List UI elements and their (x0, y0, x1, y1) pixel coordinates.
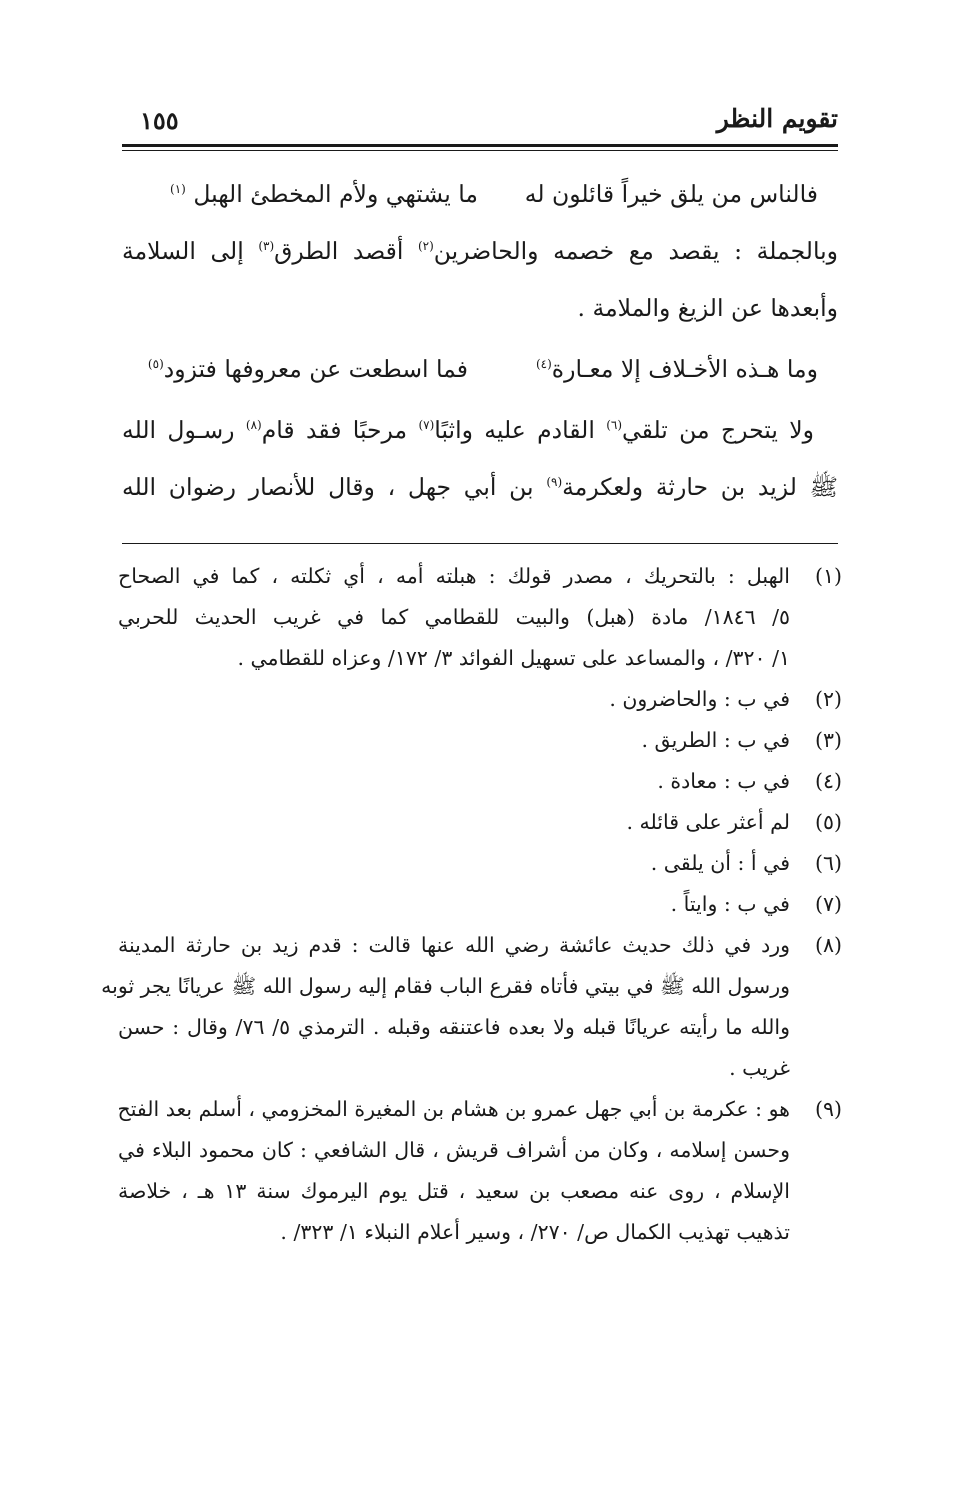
footnote-separator (122, 543, 838, 544)
footnote-line: في ب : والحاضرون . (609, 687, 790, 711)
footnote-line: هو : عكرمة بن أبي جهل عمرو بن هشام بن المغيرة المخزومي ، أسلم بعد الفتح (117, 1097, 790, 1121)
footnote-ref-4: (٤) (535, 357, 552, 372)
footnote-ref-2: (٢) (417, 239, 434, 254)
paragraph-1-line-2: وأبعدها عن الزيغ والملامة . (577, 294, 838, 322)
footnote-number: (٣) (814, 728, 842, 752)
footnote-1 (118, 556, 842, 679)
footnote-ref-1: (١) (170, 182, 186, 197)
footnote-line: ١/ ٣٢٠/ ، والمساعد على تسهيل الفوائد ٣/ ١٧٢/ وعزاه للقطامي . (237, 646, 790, 670)
paragraph-1 (122, 223, 838, 337)
footnote-line: غريب . (729, 1056, 790, 1080)
footnote-number: (٢) (814, 687, 842, 711)
page-header (122, 102, 838, 142)
footnote-ref-8: (٨) (245, 418, 262, 433)
footnote-7 (118, 884, 842, 925)
footnote-8 (101, 925, 842, 1089)
footnote-line: ورسول الله ﷺ في بيتي فأتاه فقرع الباب فقام إليه رسول الله ﷺ عريانًا يجر ثوبه (101, 974, 790, 998)
footnote-line: والله ما رأيته عريانًا قبله ولا بعده فاعتنقه وقبله . الترمذي ٥/ ٧٦/ وقال : حسن (118, 1015, 790, 1039)
footnote-number: (٦) (814, 851, 842, 875)
footnote-5 (118, 802, 842, 843)
paragraph-2-line-2: ﷺ لزيد بن حارثة ولعكرمة$^{(٩)}$ بن أبي جهل ، وقال للأنصار رضوان الله (122, 473, 838, 501)
verse-1-second-hemistich: ما يشتهي ولأم المخطئ الهبل $^{(١)}$ (170, 180, 478, 208)
footnote-line: وحسن إسلامه ، وكان من أشراف قريش ، قال الشافعي : كان محمود البلاء في (118, 1138, 790, 1162)
footnote-6 (118, 843, 842, 884)
footnote-line: ورد في ذلك حديث عائشة رضي الله عنها قالت : قدم زيد بن حارثة المدينة (118, 933, 790, 957)
footnote-3 (118, 720, 842, 761)
footnote-number: (١) (814, 564, 842, 588)
footnote-ref-7: (٧) (418, 418, 435, 433)
footnote-4 (118, 761, 842, 802)
page-number: ١٥٥ (140, 106, 179, 135)
footnote-ref-3: (٣) (258, 239, 275, 254)
verse-2-second-hemistich: فما اسطعت عن معروفها فتزود$^{(٥)}$ (147, 355, 468, 383)
footnote-number: (٧) (814, 892, 842, 916)
verse-1 (122, 166, 838, 223)
footnote-line: في أ : أن يلقى . (650, 851, 790, 875)
running-title: تقويم النظر (716, 104, 838, 133)
footnote-ref-6: (٦) (606, 418, 623, 433)
footnote-number: (٥) (814, 810, 842, 834)
footnote-ref-5: (٥) (147, 357, 164, 372)
verse-2-first-hemistich: وما هـذه الأخـلاف إلا معـارة$^{(٤)}$ (535, 355, 818, 383)
footnote-line: الإسلام ، روى عنه مصعب بن سعيد ، قتل يوم اليرموك سنة ١٣ هـ ، خلاصة (118, 1179, 790, 1203)
footnote-line: في ب : وايتاً . (670, 892, 790, 916)
footnote-line: في ب : الطريق . (641, 728, 790, 752)
footnote-number: (٨) (814, 933, 842, 957)
footnote-number: (٩) (814, 1097, 842, 1121)
main-text (122, 166, 838, 516)
header-rule-thin (122, 150, 838, 151)
paragraph-1-line-1: وبالجملة : يقصد مع خصمه والحاضرين$^{(٢)}$ أقصد الطرق$^{(٣)}$ إلى السلامة (122, 237, 838, 265)
paragraph-2 (122, 402, 838, 516)
footnote-number: (٤) (814, 769, 842, 793)
paragraph-2-line-1: ولا يتحرج من تلقي$^{(٦)}$ القادم عليه واثبًا$^{(٧)}$ مرحبًا فقد قام$^{(٨)}$ رسـول الله (122, 416, 814, 444)
footnote-line: في ب : معادة . (657, 769, 790, 793)
verse-2 (122, 341, 838, 398)
verse-1-first-hemistich: فالناس من يلق خيراً قائلون له (524, 180, 818, 208)
footnote-line: الهبل : بالتحريك ، مصدر قولك : هبلته أمه ، أي ثكلته ، كما في الصحاح (118, 564, 790, 588)
footnote-line: ٥/ ١٨٤٦/ مادة (هبل) والبيت للقطامي كما في غريب الحديث للحربي (118, 605, 790, 629)
footnote-line: لم أعثر على قائله . (626, 810, 790, 834)
footnotes (101, 556, 842, 1253)
footnote-line: تذهيب تهذيب الكمال ص/ ٢٧٠/ ، وسير أعلام النبلاء ١/ ٣٢٣/ . (280, 1220, 790, 1244)
footnote-ref-9: (٩) (546, 475, 563, 490)
header-rule-thick (122, 144, 838, 147)
footnote-2 (118, 679, 842, 720)
footnote-9 (118, 1089, 842, 1253)
